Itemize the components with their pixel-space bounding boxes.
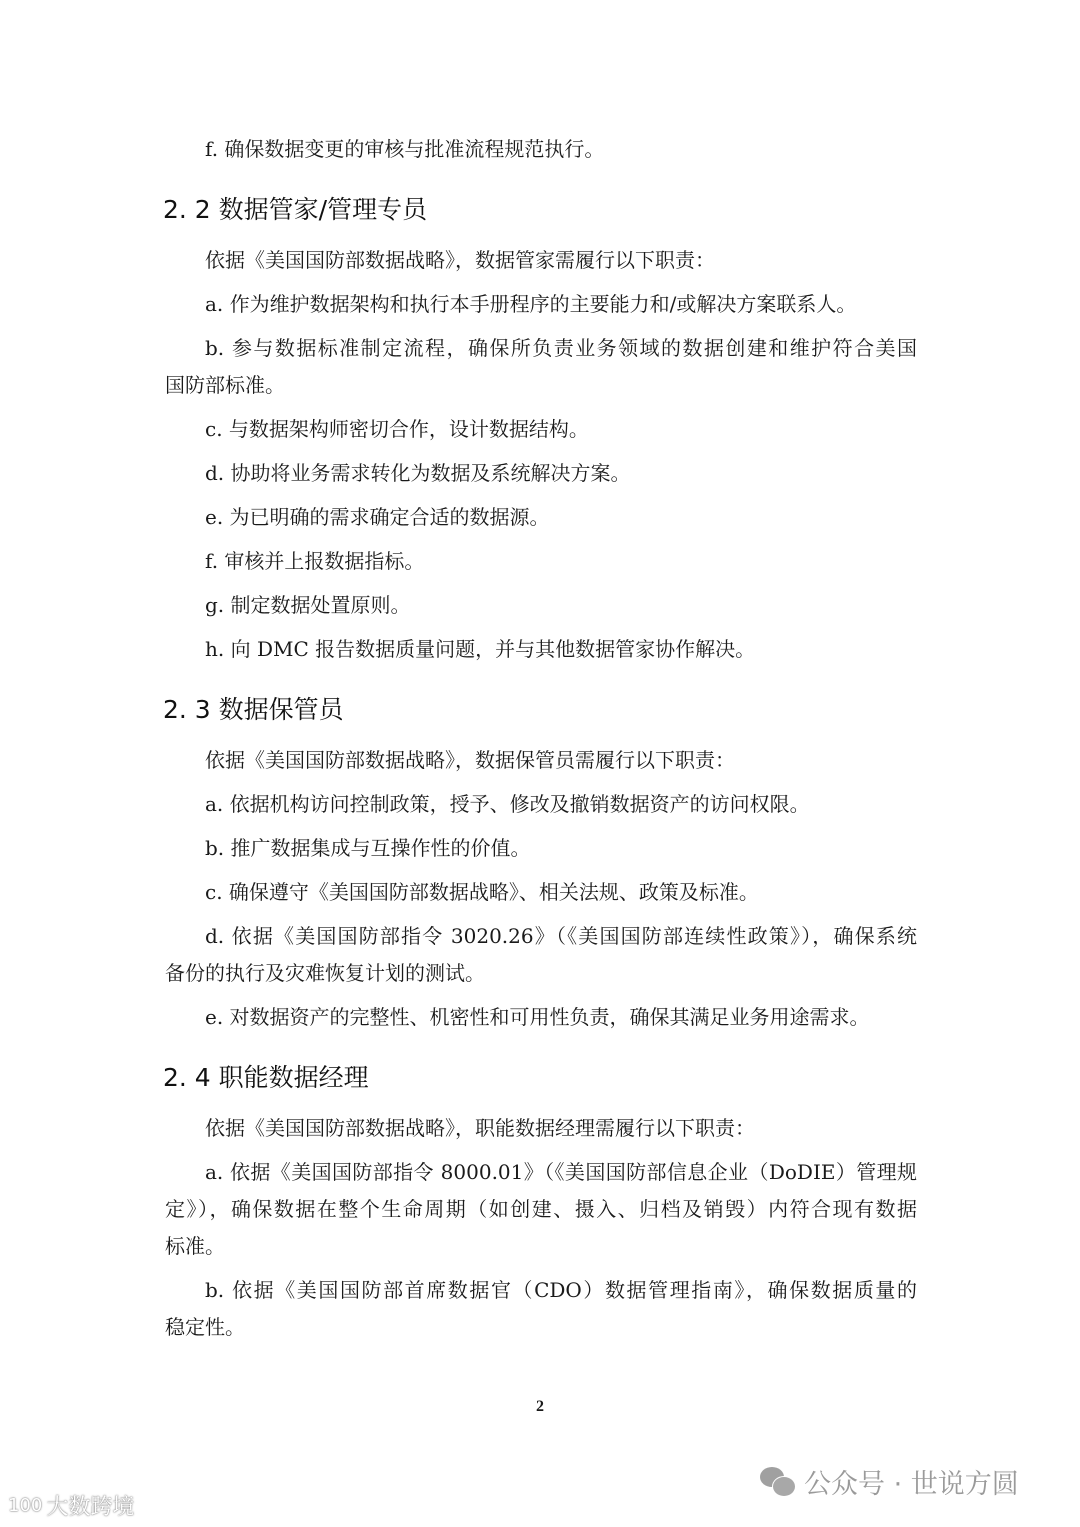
paragraph-line: 依据《美国国防部数据战略》，职能数据经理需履行以下职责： (205, 1116, 755, 1140)
section-heading: 2. 3 数据保管员 (163, 695, 344, 724)
paragraph (165, 330, 917, 404)
paragraph-line: b. 依据《美国国防部首席数据官（CDO）数据管理指南》，确保数据质量的 (205, 1278, 917, 1302)
paragraph-line: 稳定性。 (165, 1315, 245, 1339)
paragraph (165, 742, 917, 779)
page-number: 2 (536, 1398, 544, 1415)
wechat-account-label: 公众号 · 世说方圆 (804, 1469, 1019, 1500)
document-body (165, 131, 917, 1353)
paragraph (165, 999, 917, 1036)
paragraph (165, 499, 917, 536)
paragraph-line: c. 与数据架构师密切合作，设计数据结构。 (205, 417, 589, 441)
source-watermark (8, 1490, 134, 1521)
paragraph (165, 411, 917, 448)
paragraph-line: 依据《美国国防部数据战略》，数据保管员需履行以下职责： (205, 748, 735, 772)
paragraph (165, 631, 917, 668)
paragraph (165, 1154, 917, 1265)
paragraph (165, 830, 917, 867)
paragraph-line: b. 推广数据集成与互操作性的价值。 (205, 836, 531, 860)
paragraph-line: e. 对数据资产的完整性、机密性和可用性负责，确保其满足业务用途需求。 (205, 1005, 870, 1029)
source-watermark-label: 大数跨境 (46, 1495, 135, 1520)
paragraph-line: 依据《美国国防部数据战略》，数据管家需履行以下职责： (205, 248, 715, 272)
paragraph-line: a. 作为维护数据架构和执行本手册程序的主要能力和/或解决方案联系人。 (205, 292, 857, 316)
paragraph (165, 242, 917, 279)
paragraph (165, 455, 917, 492)
paragraph-line: a. 依据机构访问控制政策，授予、修改及撤销数据资产的访问权限。 (205, 792, 810, 816)
paragraph-line: g. 制定数据处置原则。 (205, 593, 411, 617)
paragraph-line: d. 依据《美国国防部指令 3020.26》（《美国国防部连续性政策》），确保系统 (205, 924, 917, 948)
paragraph (165, 1272, 917, 1346)
paragraph (165, 786, 917, 823)
paragraph-line: h. 向 DMC 报告数据质量问题，并与其他数据管家协作解决。 (205, 637, 756, 661)
paragraph (165, 1110, 917, 1147)
section-heading: 2. 4 职能数据经理 (163, 1063, 369, 1092)
paragraph-line: d. 协助将业务需求转化为数据及系统解决方案。 (205, 461, 631, 485)
paragraph-line: 定》），确保数据在整个生命周期（如创建、摄入、归档及销毁）内符合现有数据 (165, 1197, 917, 1221)
paragraph (165, 131, 917, 168)
section-heading: 2. 2 数据管家/管理专员 (163, 195, 428, 224)
paragraph (165, 543, 917, 580)
paragraph-line: 标准。 (165, 1234, 225, 1258)
paragraph-line: c. 确保遵守《美国国防部数据战略》、相关法规、政策及标准。 (205, 880, 759, 904)
paragraph-line: b. 参与数据标准制定流程，确保所负责业务领域的数据创建和维护符合美国 (205, 336, 917, 360)
paragraph (165, 286, 917, 323)
paragraph-line: e. 为已明确的需求确定合适的数据源。 (205, 505, 550, 529)
paragraph (165, 587, 917, 624)
paragraph-line: f. 审核并上报数据指标。 (205, 549, 425, 573)
wechat-watermark (760, 1462, 1019, 1501)
paragraph (165, 874, 917, 911)
logo-icon: 100 (8, 1495, 43, 1516)
wechat-icon (760, 1467, 796, 1497)
paragraph-line: a. 依据《美国国防部指令 8000.01》（《美国国防部信息企业（DoDIE）管理规 (205, 1160, 917, 1184)
paragraph-line: 备份的执行及灾难恢复计划的测试。 (165, 961, 485, 985)
paragraph (165, 918, 917, 992)
paragraph-line: f. 确保数据变更的审核与批准流程规范执行。 (205, 137, 605, 161)
paragraph-line: 国防部标准。 (165, 373, 285, 397)
